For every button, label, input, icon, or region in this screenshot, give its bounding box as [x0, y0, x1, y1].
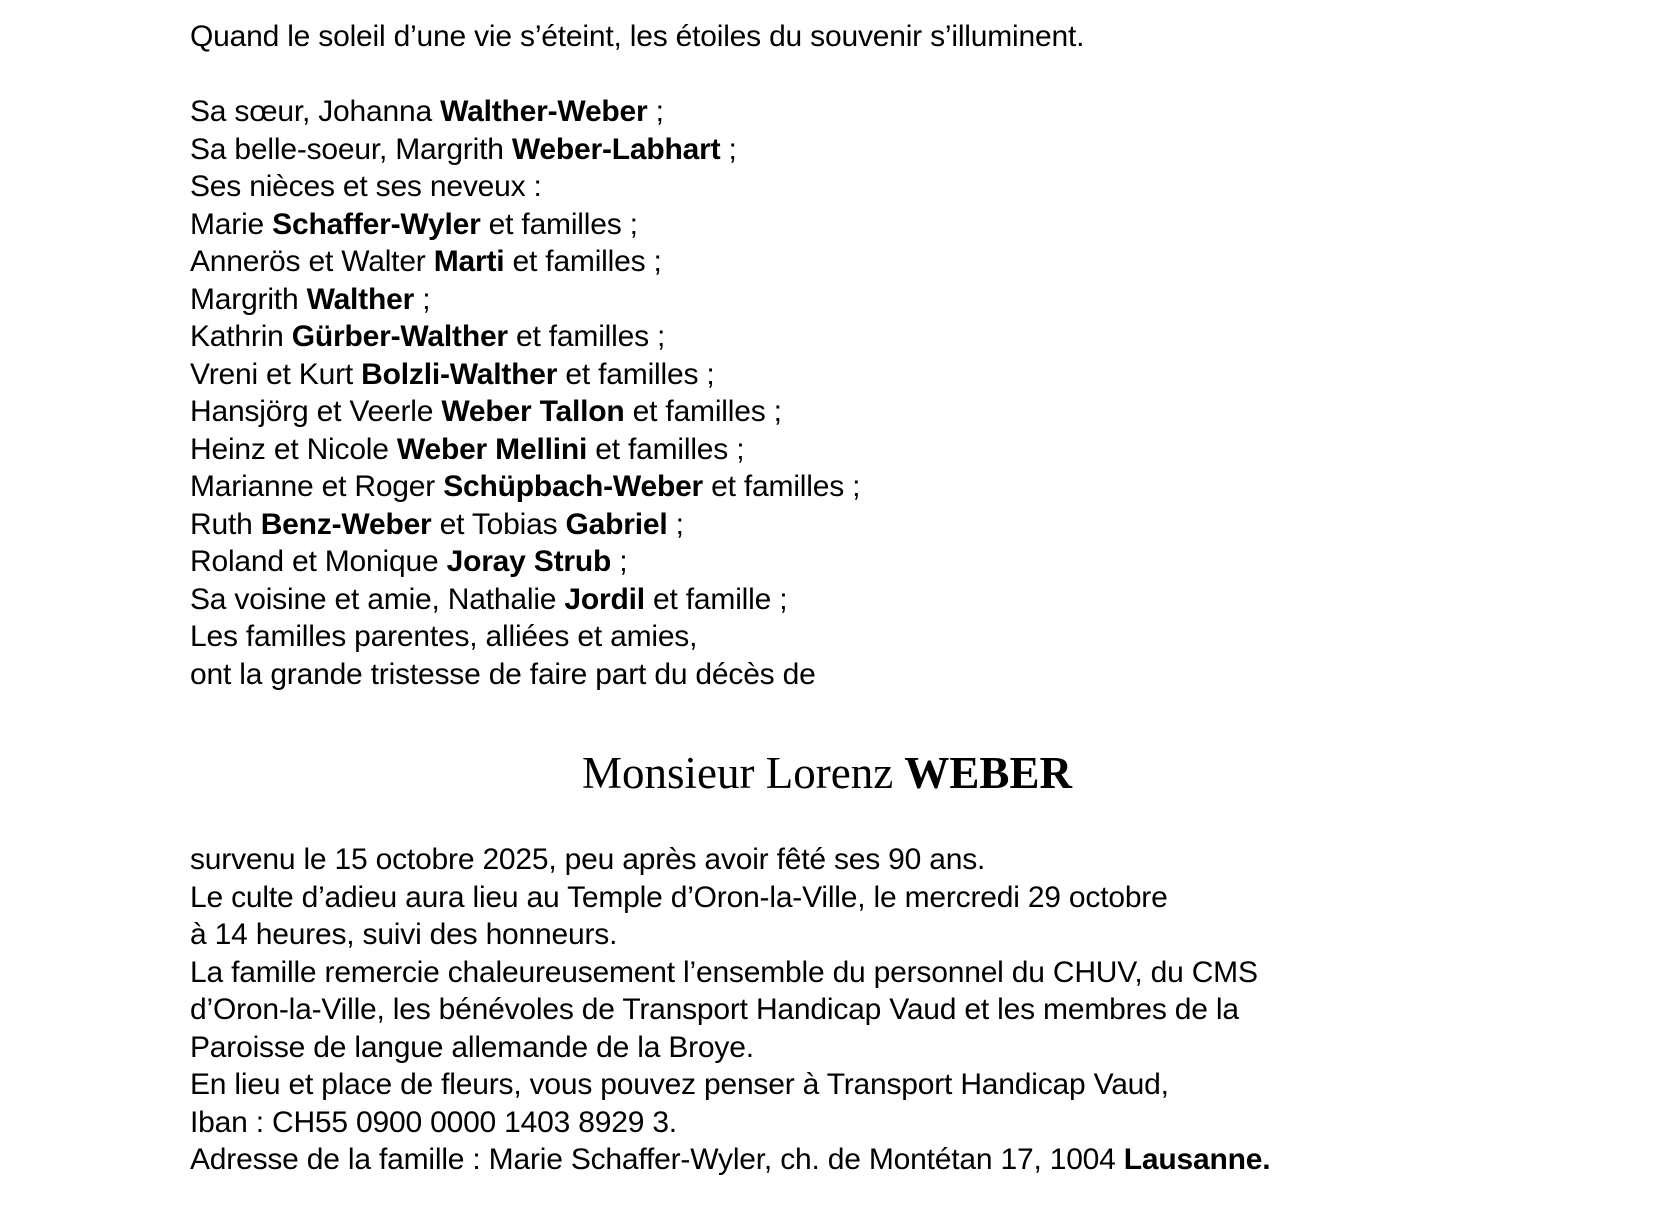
- text-segment: Hansjörg et Veerle: [190, 395, 442, 428]
- text-line: [190, 506, 1464, 544]
- text-line: [190, 468, 1464, 506]
- text-line: [190, 168, 1464, 206]
- text-segment: Sa sœur, Johanna: [190, 95, 441, 128]
- name-emphasis: Joray Strub: [446, 545, 612, 578]
- text-segment: survenu le 15 octobre 2025, peu après avoir fêté ses 90 ans.: [190, 843, 986, 876]
- name-emphasis: Lausanne.: [1123, 1143, 1271, 1176]
- text-line: [190, 656, 1464, 694]
- text-line: [190, 356, 1464, 394]
- text-segment: Sa belle-soeur, Margrith: [190, 132, 512, 166]
- text-segment: d’Oron-la-Ville, les bénévoles de Transport Handicap Vaud et les membres de la: [190, 993, 1239, 1026]
- text-line: [190, 954, 1464, 992]
- name-emphasis: Weber Mellini: [396, 432, 588, 466]
- text-line: [190, 841, 1464, 879]
- text-segment: Kathrin: [190, 320, 292, 353]
- text-line: [190, 281, 1464, 319]
- deceased-surname: WEBER: [904, 748, 1072, 798]
- text-segment: Marie: [190, 207, 273, 241]
- text-segment: et familles ;: [587, 432, 745, 466]
- text-line: [190, 431, 1464, 469]
- text-segment: Roland et Monique: [190, 545, 447, 578]
- name-emphasis: Walther-Weber: [440, 95, 648, 128]
- text-line: [190, 1066, 1464, 1104]
- name-emphasis: Benz-Weber: [260, 507, 432, 541]
- text-line: [190, 879, 1464, 917]
- text-line: [190, 1141, 1464, 1179]
- name-emphasis: Schaffer-Wyler: [272, 207, 481, 241]
- text-line: [190, 243, 1464, 281]
- text-line: [190, 93, 1464, 131]
- text-line: [190, 1104, 1464, 1142]
- text-segment: Iban : CH55 0900 0000 1403 8929 3.: [190, 1105, 677, 1139]
- text-line: [190, 318, 1464, 356]
- text-segment: Vreni et Kurt: [190, 357, 362, 391]
- name-emphasis: Marti: [433, 245, 505, 278]
- text-segment: Heinz et Nicole: [190, 432, 397, 466]
- text-segment: et familles ;: [504, 245, 662, 278]
- text-line: [190, 991, 1464, 1029]
- text-segment: Marianne et Roger: [190, 470, 444, 503]
- text-segment: et familles ;: [480, 207, 638, 241]
- text-segment: ;: [647, 95, 664, 128]
- text-segment: Le culte d’adieu aura lieu au Temple d’Oron-la-Ville, le mercredi 29 octobre: [190, 880, 1168, 914]
- family-list: [190, 93, 1464, 693]
- deceased-name-prefix: Monsieur Lorenz: [582, 748, 905, 798]
- text-segment: Les familles parentes, alliées et amies,: [190, 620, 698, 653]
- text-segment: et familles ;: [507, 320, 666, 353]
- text-segment: à 14 heures, suivi des honneurs.: [190, 918, 618, 951]
- text-segment: et Tobias: [431, 507, 566, 541]
- deceased-name-heading: [190, 745, 1464, 801]
- name-emphasis: Gürber-Walther: [291, 320, 508, 353]
- text-line: [190, 206, 1464, 244]
- text-segment: ont la grande tristesse de faire part du décès de: [190, 657, 816, 691]
- name-emphasis: Gabriel: [565, 507, 668, 541]
- name-emphasis: Bolzli-Walther: [361, 357, 558, 391]
- text-segment: En lieu et place de fleurs, vous pouvez penser à Transport Handicap Vaud,: [190, 1068, 1169, 1101]
- text-segment: ;: [667, 507, 684, 541]
- text-segment: ;: [414, 282, 431, 316]
- text-segment: Ruth: [190, 507, 261, 541]
- text-segment: et famille ;: [644, 582, 788, 616]
- text-segment: Adresse de la famille : Marie Schaffer-Wyler, ch. de Montétan 17, 1004: [190, 1143, 1124, 1176]
- text-line: [190, 1029, 1464, 1067]
- name-emphasis: Weber-Labhart: [511, 132, 721, 166]
- text-line: [190, 916, 1464, 954]
- name-emphasis: Weber Tallon: [441, 395, 625, 428]
- text-segment: La famille remercie chaleureusement l’ensemble du personnel du CHUV, du CMS: [190, 955, 1258, 989]
- text-segment: Ses nièces et ses neveux :: [190, 170, 542, 203]
- name-emphasis: Schüpbach-Weber: [443, 470, 704, 503]
- text-segment: ;: [611, 545, 628, 578]
- text-line: [190, 131, 1464, 169]
- name-emphasis: Walther: [306, 282, 415, 316]
- text-segment: ;: [720, 132, 737, 166]
- text-segment: Annerös et Walter: [190, 245, 434, 278]
- text-segment: et familles ;: [703, 470, 861, 503]
- text-line: [190, 543, 1464, 581]
- text-line: [190, 393, 1464, 431]
- name-emphasis: Jordil: [564, 582, 645, 616]
- text-segment: Sa voisine et amie, Nathalie: [190, 582, 565, 616]
- ceremony-details-list: [190, 841, 1464, 1179]
- text-line: [190, 618, 1464, 656]
- text-segment: Margrith: [190, 282, 307, 316]
- text-line: [190, 581, 1464, 619]
- text-segment: et familles ;: [624, 395, 782, 428]
- text-segment: et familles ;: [557, 357, 715, 391]
- text-segment: Paroisse de langue allemande de la Broye.: [190, 1030, 754, 1064]
- epigraph-line: Quand le soleil d’une vie s’éteint, les étoiles du souvenir s’illuminent.: [190, 20, 1085, 53]
